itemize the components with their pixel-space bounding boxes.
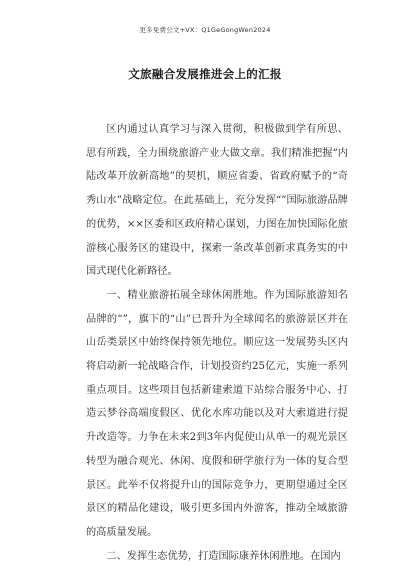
- paragraph-section-two: 二、发挥生态优势，打造国际康养休闲胜地。在国内: [106, 550, 341, 562]
- document-body: [86, 118, 348, 568]
- document-title: 文旅融合发展推进会上的汇报: [128, 67, 282, 81]
- header-note: 更多免费公文+VX：Q1GeGongWen2024: [139, 26, 271, 34]
- paragraph-intro: 区内通过认真学习与深入贯彻，积极做到学有所思、思有所践，全力围绕旅游产业大做文章。我们精准把握“内陆改革开放新高地”的契机，顺应省委、省政府赋予的“奇秀山水”战略定位。在此基础上，充分发挥“”国际旅游品牌的优势，××区委和区政府精心谋划，力图在加快国际化旅游核心服务区的建设中，探索一条改革创新求真务实的中国式现代化新路径。: [86, 124, 348, 278]
- paragraph-section-one: 一、精业旅游拓展全球休闲胜地。作为国际旅游知名品牌的“”，旗下的“山”已晋升为全球闻名的旅游景区并在山岳类景区中始终保持领先地位。顺应这一发展势头区内将启动新一轮战略合作，计划投资约25亿元，实施一系列重点项目。这些项目包括新建索道下站综合服务中心、打造云梦谷高端度假区、优化水库功能以及对大索道进行提升改造等。力争在未来2到3年内促使山从单一的观光景区转型为融合观光、休闲、度假和研学旅行为一体的复合型景区。此举不仅将提升山的国际竞争力，更期望通过全区景区的精品化建设，吸引更多国内外游客，推动全域旅游的高质量发展。: [86, 289, 348, 538]
